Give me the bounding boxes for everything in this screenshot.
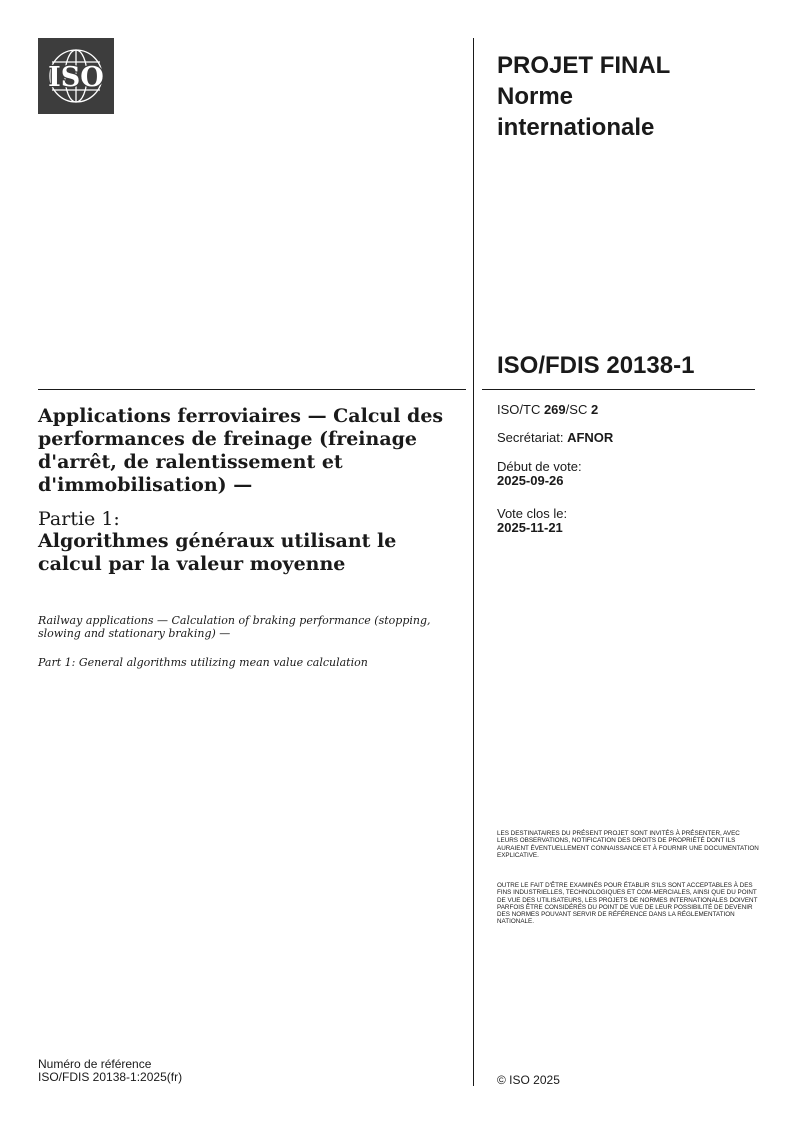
- secretariat-label: Secrétariat:: [497, 430, 568, 445]
- iso-logo-text: ISO: [48, 62, 104, 93]
- committee-sep: /SC: [565, 402, 591, 417]
- status-line-3: internationale: [497, 114, 655, 141]
- reference-number: ISO/FDIS 20138-1:2025(fr): [38, 1070, 183, 1084]
- document-number: ISO/FDIS 20138-1: [497, 352, 695, 379]
- status-line-1: PROJET FINAL: [497, 52, 671, 79]
- horizontal-divider-left: [38, 389, 466, 390]
- voting-begins-date: 2025-09-26: [497, 473, 564, 488]
- part-title: Algorithmes généraux utilisant le calcul par la valeur moyenne: [38, 530, 397, 575]
- secretariat-value: AFNOR: [567, 430, 614, 445]
- copyright: © ISO 2025: [497, 1073, 560, 1087]
- reference-label: Numéro de référence: [38, 1057, 152, 1071]
- notice-paragraph-1: LES DESTINATAIRES DU PRÉSENT PROJET SONT INVITÉS À PRÉSENTER, AVEC LEURS OBSERVATIONS, NOTIFICATION DES DROITS DE PROPRIÉTÉ DONT ILS AURAIENT ÉVENTUELLEMENT CONNAISSANCE ET À FOURNIR UNE DOCUMENTATION EXPLICATIVE.: [497, 830, 759, 859]
- status-line-2: Norme: [497, 83, 574, 110]
- english-title: Railway applications — Calculation of braking performance (stopping, slowing and stationary braking) —: [38, 614, 431, 640]
- iso-logo: [38, 38, 114, 114]
- committee-tc: 269: [543, 402, 566, 417]
- part-label: Partie 1:: [38, 508, 120, 530]
- voting-begins: [497, 460, 757, 488]
- french-title: Applications ferroviaires — Calcul des performances de freinage (freinage d'arrêt, de ralentissement et d'immobilisation) —: [38, 405, 444, 496]
- voting-begins-label: Début de vote:: [497, 459, 582, 474]
- committee: [497, 403, 757, 417]
- committee-prefix: ISO/TC: [497, 402, 544, 417]
- voting-ends-date: 2025-11-21: [497, 520, 563, 535]
- english-part-title: Part 1: General algorithms utilizing mean value calculation: [38, 656, 368, 669]
- voting-ends-label: Vote clos le:: [497, 506, 568, 521]
- horizontal-divider-right: [482, 389, 755, 390]
- voting-ends: [497, 507, 757, 535]
- committee-sc: 2: [590, 402, 599, 417]
- secretariat: [497, 431, 757, 445]
- document-status: [497, 50, 757, 143]
- notice-paragraph-2: OUTRE LE FAIT D'ÊTRE EXAMINÉS POUR ÉTABLIR S'ILS SONT ACCEPTABLES À DES FINS INDUSTRIELLES, TECHNOLOGIQUES ET COM-MERCIALES, AINSI QUE DU POINT DE VUE DES UTILISATEURS, LES PROJETS DE NORMES INTERNATIONALES DOIVENT PARFOIS ÊTRE CONSIDÉRÉS DU POINT DE VUE DE LEUR POSSIBILITÉ DE DEVENIR DES NORMES POUVANT SERVIR DE RÉFÉRENCE DANS LA RÉGLEMENTATION NATIONALE.: [497, 882, 758, 926]
- vertical-divider: [473, 38, 474, 1086]
